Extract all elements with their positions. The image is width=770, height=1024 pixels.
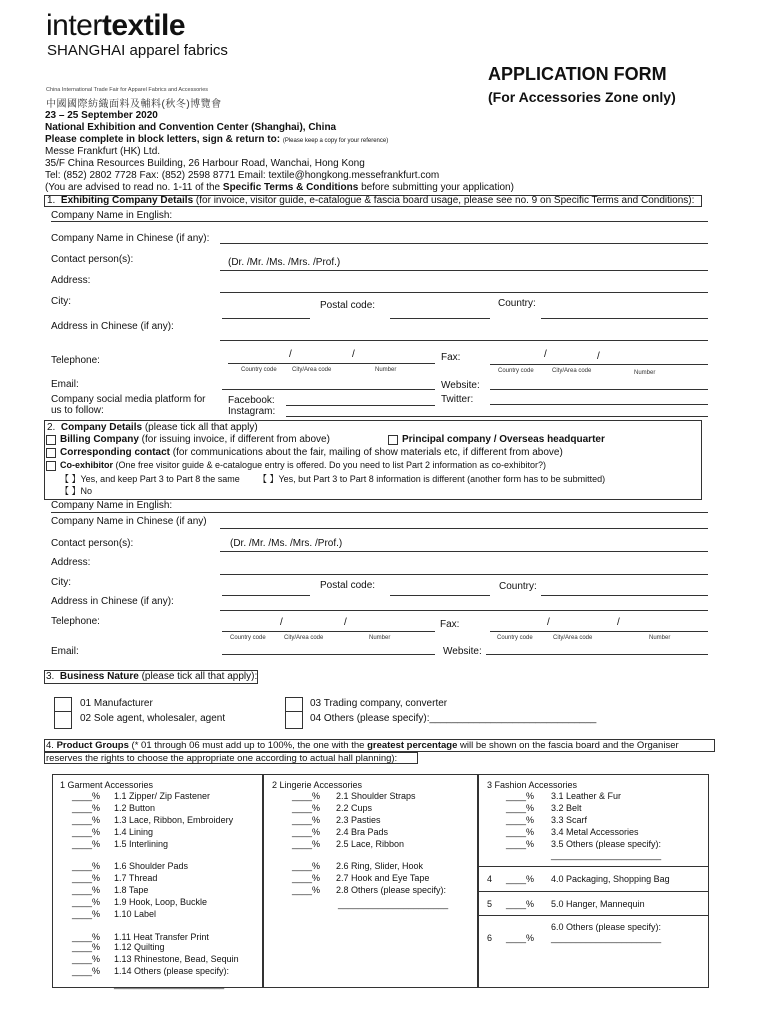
s2-coexhibitor-label: Co-exhibitor (One free visitor guide & e-catalogue entry is offered. Do you need to list Part 2 information as co-exhibitor?) xyxy=(60,460,547,470)
s1-name-en-field[interactable] xyxy=(51,221,708,222)
g2-pct-3[interactable]: ____% xyxy=(292,815,321,825)
g2-item-5: 2.5 Lace, Ribbon xyxy=(336,839,405,849)
s2-corresponding-label: Corresponding contact (for communications about the fair, mailing of show materials etc, if different from above) xyxy=(60,447,563,458)
s1-fax-city-code: City/Area code xyxy=(552,368,592,374)
s1-fax-country-code: Country code xyxy=(498,368,534,374)
s2-name-cn-field[interactable] xyxy=(220,528,708,529)
s2-postal-field[interactable] xyxy=(390,595,490,596)
product-group-5-num: 5 xyxy=(487,899,493,909)
s2-city-label: City: xyxy=(51,577,71,588)
organiser-name: Messe Frankfurt (HK) Ltd. xyxy=(45,146,161,157)
g2-pct-1[interactable]: ____% xyxy=(292,791,321,801)
s1-city-label: City: xyxy=(51,296,71,307)
s1-postal-label: Postal code: xyxy=(320,300,376,311)
g3-pct-2[interactable]: ____% xyxy=(506,803,535,813)
g1-pct-2[interactable]: ____% xyxy=(72,803,101,813)
s2-tel-city-code: City/Area code xyxy=(284,635,324,641)
g1-pct-5[interactable]: ____% xyxy=(72,839,101,849)
s1-address-cn-field[interactable] xyxy=(220,340,708,341)
s2-option-yes-different[interactable]: 【 】Yes, but Part 3 to Part 8 information is different (another form has to be submitted) xyxy=(258,474,606,484)
s1-address-field[interactable] xyxy=(220,292,708,293)
s1-title-hint: (Dr. /Mr. /Ms. /Mrs. /Prof.) xyxy=(228,257,341,268)
s1-facebook-field[interactable] xyxy=(286,405,435,406)
s1-name-en-label: Company Name in English: xyxy=(51,210,173,221)
s1-twitter-label: Twitter: xyxy=(441,394,474,405)
s1-tel-country-code: Country code xyxy=(241,367,277,373)
s1-address-label: Address: xyxy=(51,275,91,286)
s1-fax-slash-2: / xyxy=(597,351,600,362)
g1-pct-6[interactable]: ____% xyxy=(72,861,101,871)
s1-email-label: Email: xyxy=(51,379,79,390)
g1-item-12: 1.12 Quilting xyxy=(114,942,165,952)
g3-item-3: 3.3 Scarf xyxy=(551,815,588,825)
s1-website-label: Website: xyxy=(441,380,480,391)
s2-option-no[interactable]: 【 】No xyxy=(60,486,93,496)
s1-email-field[interactable] xyxy=(222,389,435,390)
s1-country-label: Country: xyxy=(498,298,536,309)
s3-agent-label: 02 Sole agent, wholesaler, agent xyxy=(80,713,226,724)
g1-pct-14[interactable]: ____% xyxy=(72,966,101,976)
g2-pct-6[interactable]: ____% xyxy=(292,861,321,871)
s1-instagram-field[interactable] xyxy=(286,416,708,417)
g3-pct-1[interactable]: ____% xyxy=(506,791,535,801)
s2-website-field[interactable] xyxy=(486,654,708,655)
s2-email-field[interactable] xyxy=(222,654,435,655)
g3-item-1: 3.1 Leather & Fur xyxy=(551,791,622,801)
s2-email-label: Email: xyxy=(51,646,79,657)
s1-postal-field[interactable] xyxy=(390,318,490,319)
g1-pct-12[interactable]: ____% xyxy=(72,942,101,952)
g1-item-11: 1.11 Heat Transfer Print xyxy=(114,932,209,942)
s1-telephone-field[interactable] xyxy=(228,363,435,364)
s2-fax-label: Fax: xyxy=(440,619,460,630)
s2-fax-field[interactable] xyxy=(490,631,708,632)
s2-name-en-label: Company Name in English: xyxy=(51,500,173,511)
g2-item-7: 2.7 Hook and Eye Tape xyxy=(336,873,430,883)
logo-english-small: China International Trade Fair for Apparel Fabrics and Accessories xyxy=(46,87,209,93)
s2-contact-field[interactable] xyxy=(220,551,708,552)
s2-fax-city-code: City/Area code xyxy=(553,635,593,641)
s1-fax-label: Fax: xyxy=(441,352,461,363)
section3-title: 3. Business Nature (please tick all that apply): xyxy=(46,671,258,682)
s2-country-field[interactable] xyxy=(541,595,708,596)
g3-pct-3[interactable]: ____% xyxy=(506,815,535,825)
s2-option-yes-same[interactable]: 【 】Yes, and keep Part 3 to Part 8 the same xyxy=(60,474,240,484)
s1-city-field[interactable] xyxy=(222,318,310,319)
s1-twitter-field[interactable] xyxy=(490,404,708,405)
s2-tel-slash-2: / xyxy=(344,617,347,628)
product-group-4-num: 4 xyxy=(487,874,493,884)
s2-coexhibitor-checkbox[interactable] xyxy=(46,461,56,471)
g1-pct-3[interactable]: ____% xyxy=(72,815,101,825)
section2-title: 2. Company Details (please tick all that apply) xyxy=(47,422,258,433)
section4-title: 4. Product Groups (* 01 through 06 must add up to 100%, the one with the greatest percentage will be shown on the fascia board and the Organiser xyxy=(46,740,679,751)
g1-pct-9[interactable]: ____% xyxy=(72,897,101,907)
s1-address-cn-label: Address in Chinese (if any): xyxy=(51,321,174,332)
s2-website-label: Website: xyxy=(443,646,482,657)
g1-pct-10[interactable]: ____% xyxy=(72,909,101,919)
g1-pct-13[interactable]: ____% xyxy=(72,954,101,964)
product-group-2-title: 2 Lingerie Accessories xyxy=(272,780,363,790)
g2-pct-8[interactable]: ____% xyxy=(292,885,321,895)
s2-telephone-label: Telephone: xyxy=(51,616,100,627)
organiser-contact: Tel: (852) 2802 7728 Fax: (852) 2598 8771 Email: textile@hongkong.messefrankfurt.com xyxy=(45,170,440,181)
s1-social-label: Company social media platform for us to follow: xyxy=(51,394,206,416)
s2-address-cn-field[interactable] xyxy=(220,610,708,611)
product-group-5-label: 5.0 Hanger, Mannequin xyxy=(551,899,645,909)
s1-telephone-label: Telephone: xyxy=(51,355,100,366)
product-group-3-title: 3 Fashion Accessories xyxy=(487,780,578,790)
g1-item-9: 1.9 Hook, Loop, Buckle xyxy=(114,897,208,907)
s2-fax-slash-2: / xyxy=(617,617,620,628)
s2-fax-number: Number xyxy=(649,635,671,641)
product-group-6-num: 6 xyxy=(487,933,493,943)
s2-address-field[interactable] xyxy=(220,574,708,575)
g3-pct-4[interactable]: ____% xyxy=(506,827,535,837)
s2-tel-slash-1: / xyxy=(280,617,283,628)
g1-item-3: 1.3 Lace, Ribbon, Embroidery xyxy=(114,815,234,825)
s2-address-label: Address: xyxy=(51,557,91,568)
g2-item-3: 2.3 Pasties xyxy=(336,815,381,825)
g2-item-1: 2.1 Shoulder Straps xyxy=(336,791,416,801)
s1-tel-slash-2: / xyxy=(352,349,355,360)
g1-pct-1[interactable]: ____% xyxy=(72,791,101,801)
s1-tel-city-code: City/Area code xyxy=(292,367,332,373)
g3-pct-5[interactable]: ____% xyxy=(506,839,535,849)
s3-manufacturer-label: 01 Manufacturer xyxy=(80,698,153,709)
form-subtitle: (For Accessories Zone only) xyxy=(488,89,676,105)
s3-trading-label: 03 Trading company, converter xyxy=(310,698,448,709)
s1-contact-label: Contact person(s): xyxy=(51,254,134,265)
s1-fax-field[interactable] xyxy=(490,364,708,365)
g2-others-line[interactable]: ______________________ xyxy=(338,899,449,909)
s2-city-field[interactable] xyxy=(222,595,310,596)
s2-fax-slash-1: / xyxy=(547,617,550,628)
s1-contact-field[interactable] xyxy=(220,270,708,271)
s2-principal-checkbox[interactable] xyxy=(388,435,398,445)
s2-corresponding-checkbox[interactable] xyxy=(46,448,56,458)
terms-advice: (You are advised to read no. 1-11 of the Specific Terms & Conditions before submitting your application) xyxy=(45,182,514,193)
g1-item-2: 1.2 Button xyxy=(114,803,156,813)
s1-tel-number: Number xyxy=(375,367,397,373)
g1-item-4: 1.4 Lining xyxy=(114,827,154,837)
s1-tel-slash-1: / xyxy=(289,349,292,360)
s2-principal-label: Principal company / Overseas headquarter xyxy=(402,434,605,445)
s2-address-cn-label: Address in Chinese (if any): xyxy=(51,596,174,607)
s2-billing-label: Billing Company (for issuing invoice, if different from above) xyxy=(60,434,330,445)
s2-country-label: Country: xyxy=(499,581,537,592)
s2-billing-checkbox[interactable] xyxy=(46,435,56,445)
s1-website-field[interactable] xyxy=(490,389,708,390)
g3-item-5: 3.5 Others (please specify): xyxy=(551,839,662,849)
g1-item-8: 1.8 Tape xyxy=(114,885,149,895)
product-group-1-title: 1 Garment Accessories xyxy=(60,780,154,790)
event-venue: National Exhibition and Convention Center (Shanghai), China xyxy=(45,122,337,133)
g1-item-14: 1.14 Others (please specify): xyxy=(114,966,230,976)
g2-pct-7[interactable]: ____% xyxy=(292,873,321,883)
s2-fax-country-code: Country code xyxy=(497,635,533,641)
product-group-6-pct[interactable]: ____% xyxy=(506,933,535,943)
g1-item-13: 1.13 Rhinestone, Bead, Sequin xyxy=(114,954,239,964)
logo-chinese: 中國國際紡織面料及輔料(秋冬)博覽會 xyxy=(46,99,222,110)
product-group-6-label: 6.0 Others (please specify): xyxy=(551,922,662,932)
organiser-address: 35/F China Resources Building, 26 Harbour Road, Wanchai, Hong Kong xyxy=(45,158,365,169)
s3-others-label: 04 Others (please specify):______________________________ xyxy=(310,713,597,724)
event-date: 23 – 25 September 2020 xyxy=(45,110,158,121)
g1-pct-4[interactable]: ____% xyxy=(72,827,101,837)
g1-pct-11[interactable]: ____% xyxy=(72,932,101,942)
g3-item-4: 3.4 Metal Accessories xyxy=(551,827,639,837)
s2-postal-label: Postal code: xyxy=(320,580,376,591)
g3-others-line[interactable]: ______________________ xyxy=(551,850,662,860)
form-title: APPLICATION FORM xyxy=(488,64,667,84)
s3-agent-checkbox[interactable] xyxy=(54,711,72,729)
section1-title: 1. Exhibiting Company Details (for invoice, visitor guide, e-catalogue & fascia board usage, please see no. 9 on Specific Terms and Conditions): xyxy=(47,195,695,206)
g1-pct-7[interactable]: ____% xyxy=(72,873,101,883)
product-group-4-label: 4.0 Packaging, Shopping Bag xyxy=(551,874,670,884)
s1-name-cn-field[interactable] xyxy=(220,243,708,244)
s1-fax-slash-1: / xyxy=(544,349,547,360)
s1-instagram-label: Instagram: xyxy=(228,406,276,417)
s2-name-en-field[interactable] xyxy=(51,512,708,513)
g2-pct-2[interactable]: ____% xyxy=(292,803,321,813)
s1-country-field[interactable] xyxy=(541,318,708,319)
g2-pct-5[interactable]: ____% xyxy=(292,839,321,849)
s2-tel-number: Number xyxy=(369,635,391,641)
g2-item-8: 2.8 Others (please specify): xyxy=(336,885,447,895)
g1-item-6: 1.6 Shoulder Pads xyxy=(114,861,189,871)
s1-name-cn-label: Company Name in Chinese (if any): xyxy=(51,233,210,244)
s3-others-checkbox[interactable] xyxy=(285,711,303,729)
s2-tel-country-code: Country code xyxy=(230,635,266,641)
g1-item-1: 1.1 Zipper/ Zip Fastener xyxy=(114,791,211,801)
g2-pct-4[interactable]: ____% xyxy=(292,827,321,837)
s2-telephone-field[interactable] xyxy=(222,631,435,632)
product-group-5-pct[interactable]: ____% xyxy=(506,899,535,909)
g2-item-2: 2.2 Cups xyxy=(336,803,373,813)
s2-title-hint: (Dr. /Mr. /Ms. /Mrs. /Prof.) xyxy=(230,538,343,549)
g1-item-7: 1.7 Thread xyxy=(114,873,158,883)
s2-name-cn-label: Company Name in Chinese (if any) xyxy=(51,516,207,527)
s2-contact-label: Contact person(s): xyxy=(51,538,134,549)
g1-item-5: 1.5 Interlining xyxy=(114,839,169,849)
logo-wordmark: intertextile xyxy=(46,9,186,42)
s1-fax-number: Number xyxy=(634,370,656,376)
g2-item-6: 2.6 Ring, Slider, Hook xyxy=(336,861,424,871)
logo-subtitle: SHANGHAI apparel fabrics xyxy=(47,42,228,59)
s1-facebook-label: Facebook: xyxy=(228,395,275,406)
section4-title-line2: reserves the rights to choose the appropriate one according to actual hall planning): xyxy=(46,753,398,764)
product-group-4-pct[interactable]: ____% xyxy=(506,874,535,884)
g1-item-10: 1.10 Label xyxy=(114,909,157,919)
g6-others-line[interactable]: ______________________ xyxy=(551,933,662,943)
instruction: Please complete in block letters, sign & return to: (Please keep a copy for your reference) xyxy=(45,134,389,145)
g2-item-4: 2.4 Bra Pads xyxy=(336,827,389,837)
g1-pct-8[interactable]: ____% xyxy=(72,885,101,895)
g1-others-line[interactable]: ______________________ xyxy=(114,979,225,989)
g3-item-2: 3.2 Belt xyxy=(551,803,582,813)
